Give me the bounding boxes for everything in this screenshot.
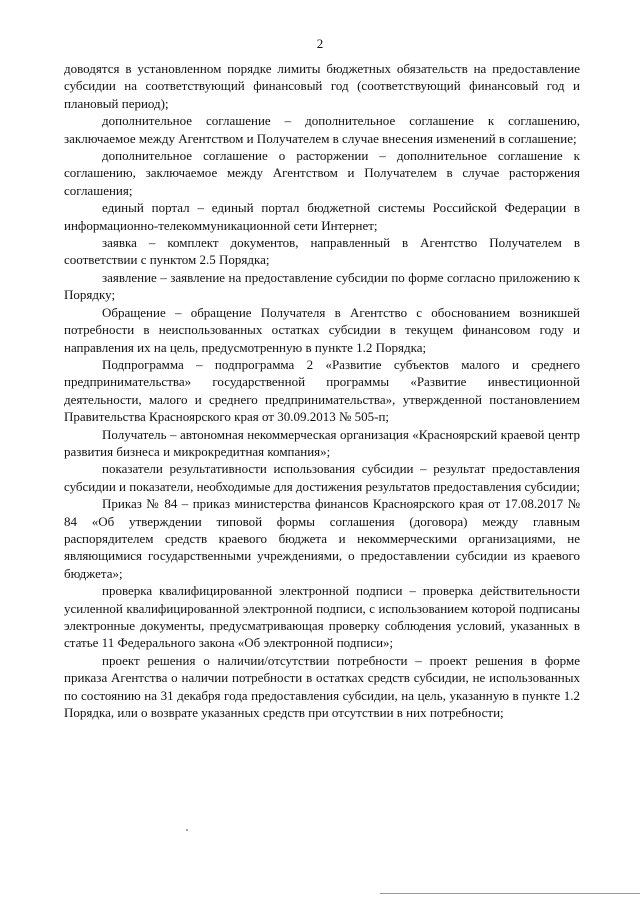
definition-recipient: Получатель – автономная некоммерческая организация «Красноярский краевой центр развития бизнеса и микрокредитная компания»; (64, 426, 580, 459)
definition-signature-check: проверка квалифицированной электронной подписи – проверка действительности усиленной квалифицированной электронной подписи, с использованием которой подписаны электронные документы, предусматривающая проверку соблюдения условий, указанных в статье 11 Федерального закона «Об электронной подписи»; (64, 583, 580, 651)
definition-performance-indicators: показатели результативности использования субсидии – результат предоставления субсидии и показатели, необходимые для достижения результатов предоставления субсидии; (64, 461, 580, 494)
definition-statement: заявление – заявление на предоставление субсидии по форме согласно приложению к Порядку; (64, 269, 580, 303)
definition-subprogram: Подпрограмма – подпрограмма 2 «Развитие субъектов малого и среднего предпринимательства» государственной программы «Развитие инвестиционной деятельности, малого и среднего предпринимательства», утвержденной постановлением Правительства Красноярского края от 30.09.2013 № 505-п; (64, 356, 580, 425)
definition-appeal: Обращение – обращение Получателя в Агентство с обоснованием возникшей потребности в неиспользованных остатках субсидии в текущем финансовом году и направления их на цель, предусмотренную в пункте 1.2 Порядка; (64, 304, 580, 355)
definition-application: заявка – комплект документов, направленный в Агентство Получателем в соответствии с пунктом 2.5 Порядка; (64, 235, 580, 268)
definition-single-portal: единый портал – единый портал бюджетной системы Российской Федерации в информационно-телекоммуникационной сети Интернет; (64, 200, 580, 233)
document-body (64, 60, 580, 721)
definition-additional-agreement: дополнительное соглашение – дополнительное соглашение к соглашению, заключаемое между Агентством и Получателем в случае внесения изменений в соглашение; (64, 113, 580, 146)
paragraph-continuation: доводятся в установленном порядке лимиты бюджетных обязательств на предоставление субсидии на соответствующий финансовый год (соответствующий финансовый год и плановый период); (64, 61, 580, 111)
scan-speck (186, 829, 188, 831)
definition-draft-decision: проект решения о наличии/отсутствии потребности – проект решения в форме приказа Агентства о наличии потребности в остатках средств субсидии, не использованных по состоянию на 31 декабря года предоставления субсидии, на цель, указанную в пункте 1.2 Порядка, или о возврате указанных средств при отсутствии в них потребности; (64, 652, 580, 721)
definition-order-84: Приказ № 84 – приказ министерства финансов Красноярского края от 17.08.2017 № 84 «Об утверждении типовой формы соглашения (договора) между главным распорядителем средств краевого бюджета и некоммерческими организациями, не являющимися государственными учреждениями, о предоставлении субсидии из краевого бюджета»; (64, 496, 580, 581)
footer-rule (380, 893, 640, 894)
page-number: 2 (316, 36, 324, 51)
definition-termination-agreement: дополнительное соглашение о расторжении – дополнительное соглашение к соглашению, заключаемое между Агентством и Получателем в случае расторжения соглашения; (64, 148, 580, 198)
